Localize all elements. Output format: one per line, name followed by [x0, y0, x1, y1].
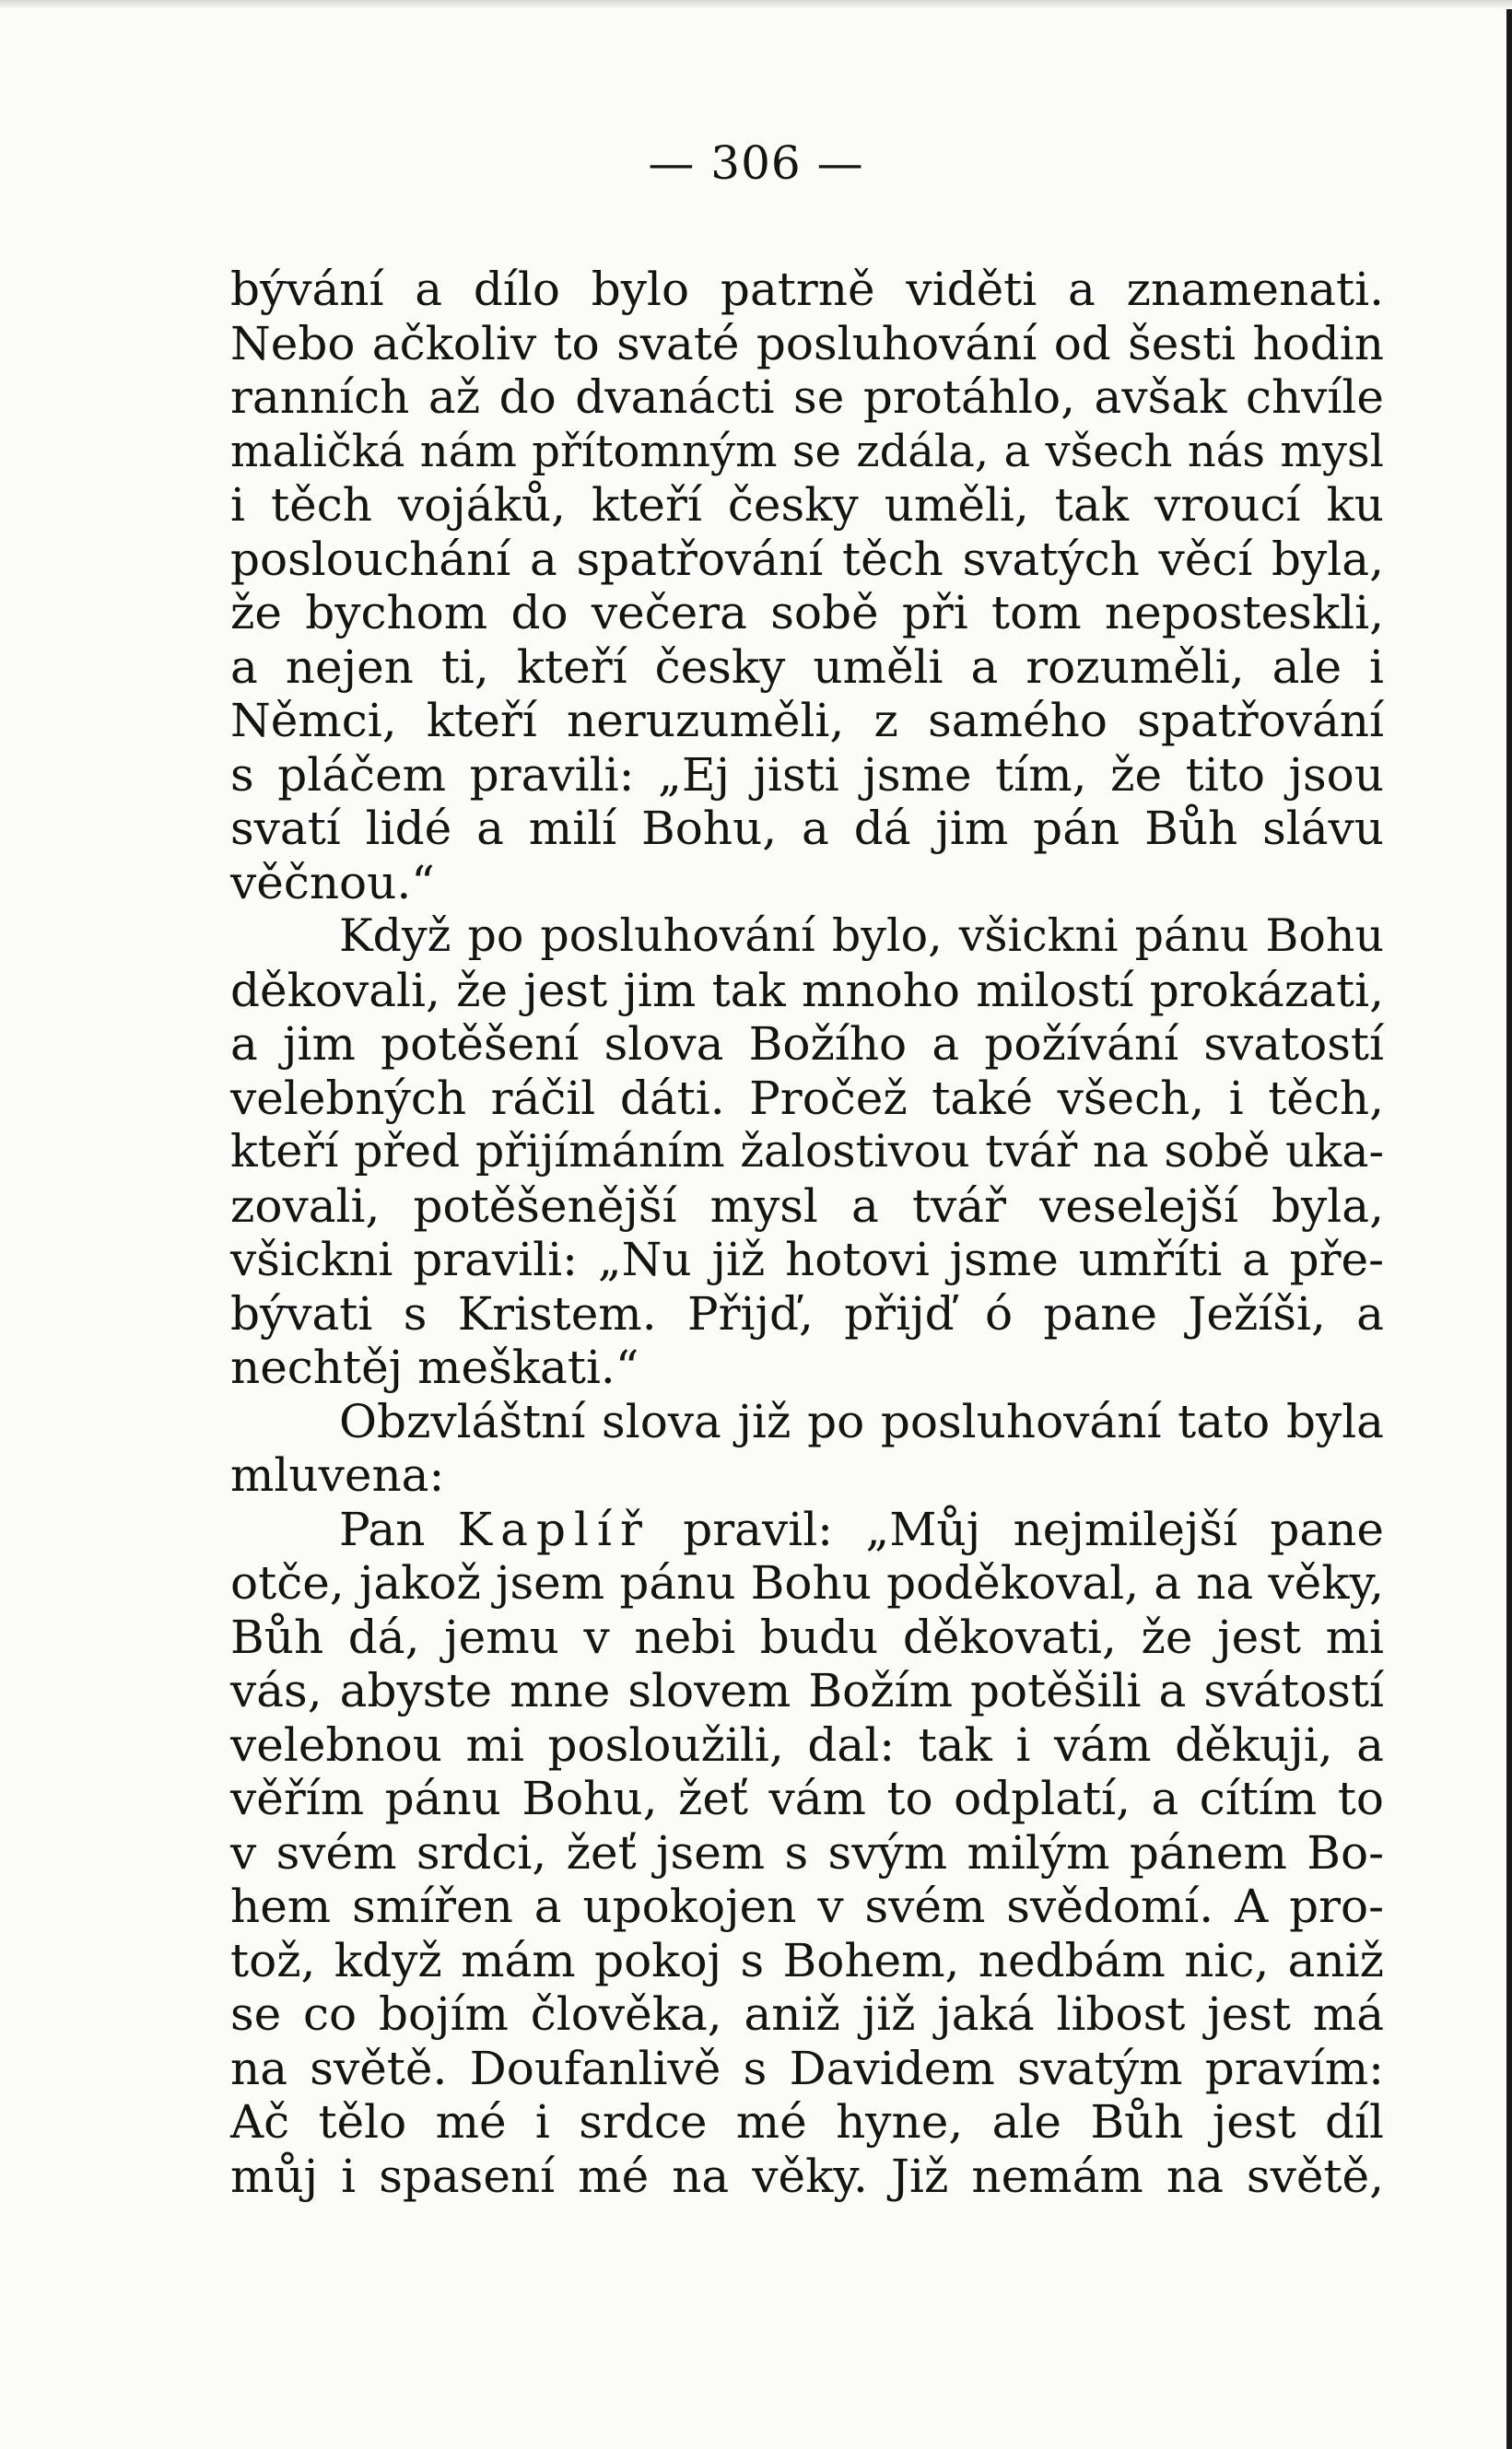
- text-line: můj i spasení mé na věky. Již nemám na světě,: [230, 2149, 1384, 2203]
- paragraph-start-line: [230, 1503, 1384, 1557]
- speaker-quote-start: pravil: „Můj nejmilejší pane: [683, 1502, 1384, 1556]
- text-line: na světě. Doufanlivě s Davidem svatým pravím:: [230, 2041, 1384, 2095]
- speaker-title: Pan: [339, 1502, 426, 1556]
- text-line: věčnou.“: [230, 855, 435, 909]
- text-line: se co bojím člověka, aniž již jaká libost jest má: [230, 1987, 1384, 2041]
- text-line: bývati s Kristem. Přijď, přijď ó pane Ježíši, a: [230, 1286, 1384, 1341]
- text-line: věřím pánu Bohu, žeť vám to odplatí, a cítím to: [230, 1772, 1384, 1825]
- text-line: tož, když mám pokoj s Bohem, nedbám nic, aniž: [230, 1933, 1384, 1987]
- text-line: zovali, potěšenější mysl a tvář veselejší byla,: [230, 1178, 1384, 1233]
- text-line: a nejen ti, kteří česky uměli a rozuměli, ale i: [230, 639, 1384, 694]
- page-number: — 306 —: [648, 136, 864, 190]
- text-line: děkovali, že jest jim tak mnoho milostí prokázati,: [230, 963, 1384, 1017]
- text-line: otče, jakož jsem pánu Bohu poděkoval, a na věky,: [230, 1556, 1384, 1610]
- body-text: [230, 263, 1384, 2203]
- text-line: všickni pravili: „Nu již hotovi jsme umříti a pře-: [230, 1233, 1384, 1286]
- text-line: že bychom do večera sobě při tom neposteskli,: [230, 586, 1384, 639]
- speaker-name: Kaplíř: [457, 1502, 651, 1556]
- text-line: ranních až do dvanácti se protáhlo, avšak chvíle: [230, 370, 1384, 424]
- text-line: svatí lidé a milí Bohu, a dá jim pán Bůh slávu: [230, 802, 1384, 855]
- text-line: Ač tělo mé i srdce mé hyne, ale Bůh jest díl: [230, 2095, 1384, 2149]
- text-line: nechtěj meškati.“: [230, 1341, 639, 1394]
- paragraph-start-line: Obzvláštní slova již po posluhování tato byla: [339, 1394, 1384, 1448]
- text-line: bývání a dílo bylo patrně viděti a znamenati.: [230, 263, 1384, 316]
- text-line: Bůh dá, jemu v nebi budu děkovati, že jest mi: [230, 1610, 1384, 1664]
- text-line: kteří před přijímáním žalostivou tvář na sobě uka-: [230, 1125, 1384, 1178]
- text-line: velebných ráčil dáti. Pročež také všech, i těch,: [230, 1071, 1384, 1125]
- text-line: v svém srdci, žeť jsem s svým milým pánem Bo-: [230, 1825, 1384, 1880]
- text-line: maličká nám přítomným se zdála, a všech nás mysl: [230, 425, 1384, 477]
- text-line: Nebo ačkoliv to svaté posluhování od šesti hodin: [230, 316, 1384, 370]
- text-line: mluvena:: [230, 1448, 445, 1502]
- text-line: a jim potěšení slova Božího a požívání svatostí: [230, 1017, 1384, 1071]
- text-line: velebnou mi posloužili, dal: tak i vám děkuji, a: [230, 1717, 1384, 1772]
- text-line: vás, abyste mne slovem Božím potěšili a svátostí: [230, 1664, 1384, 1717]
- page-top-edge: [0, 0, 1512, 9]
- text-line: hem smířen a upokojen v svém svědomí. A pro-: [230, 1880, 1384, 1933]
- text-line: poslouchání a spatřování těch svatých věcí byla,: [230, 532, 1384, 586]
- text-line: s pláčem pravili: „Ej jisti jsme tím, že tito jsou: [230, 747, 1384, 802]
- text-line: Němci, kteří neruzuměli, z samého spatřování: [230, 694, 1384, 747]
- paragraph-start-line: Když po posluhování bylo, všickni pánu Bohu: [339, 909, 1384, 962]
- text-line: i těch vojáků, kteří česky uměli, tak vroucí ku: [230, 478, 1384, 532]
